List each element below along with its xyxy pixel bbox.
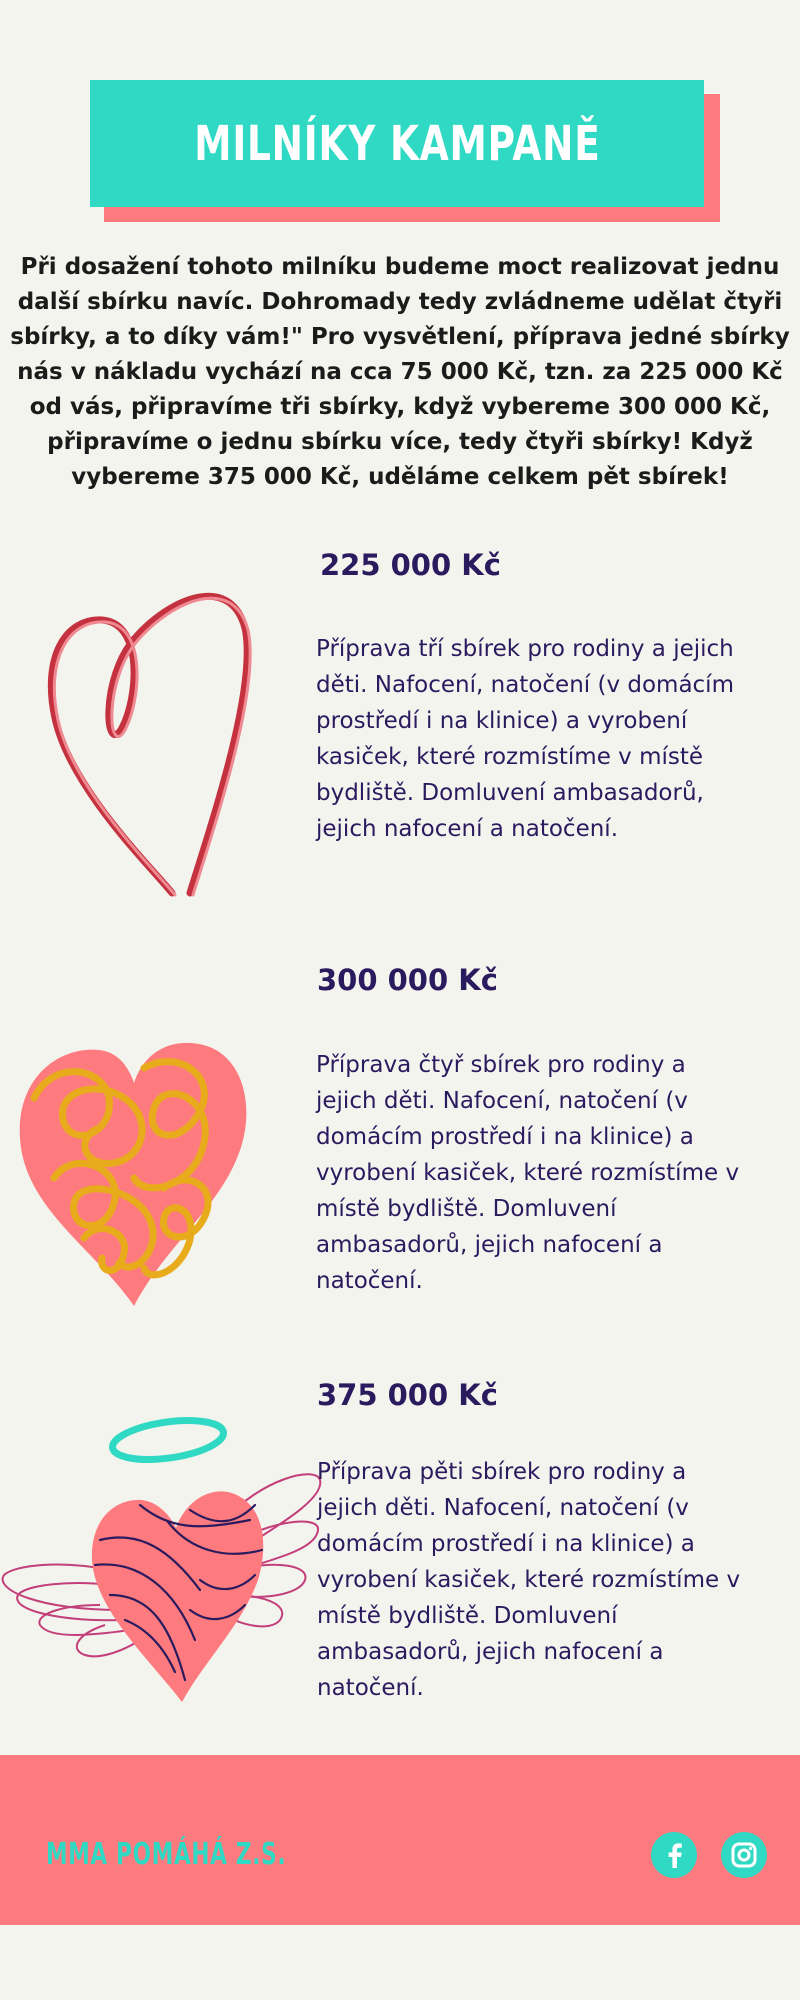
milestone-amount: 375 000 Kč	[317, 1378, 498, 1412]
milestone-description: Příprava čtyř sbírek pro rodiny a jejich děti. Nafocení, natočení (v domácím prostředí i na klinice) a vyrobení kasiček, které rozmístíme v místě bydliště. Domluvení ambasadorů, jejich nafocení a natočení.	[316, 1052, 740, 1294]
milestone-description: Příprava pěti sbírek pro rodiny a jejich děti. Nafocení, natočení (v domácím prostředí i na klinice) a vyrobení kasiček, které rozmístíme v místě bydliště. Domluvení ambasadorů, jejich nafocení a natočení.	[317, 1459, 741, 1701]
title-banner	[90, 80, 704, 207]
angel-heart-illustration	[0, 1410, 330, 1710]
page-title: MILNÍKY KAMPANĚ	[193, 115, 601, 172]
scribble-heart-illustration	[14, 1038, 254, 1310]
facebook-icon[interactable]	[651, 1832, 697, 1878]
line-heart-illustration	[40, 578, 260, 898]
footer-brand: MMA POMÁHÁ Z.S.	[46, 1837, 287, 1872]
milestone-description: Příprava tří sbírek pro rodiny a jejich děti. Nafocení, natočení (v domácím prostředí i na klinice) a vyrobení kasiček, které rozmístíme v místě bydliště. Domluvení ambasadorů, jejich nafocení a natočení.	[316, 636, 734, 842]
footer	[0, 1755, 800, 1925]
milestone-amount: 225 000 Kč	[320, 548, 501, 582]
instagram-icon[interactable]	[721, 1832, 767, 1878]
intro-paragraph: Při dosažení tohoto milníku budeme moct realizovat jednu další sbírku navíc. Dohromady tedy zvládneme udělat čtyři sbírky, a to díky vám!" Pro vysvětlení, příprava jedné sbírky nás v nákladu vychází na cca 75 000 Kč, tzn. za 225 000 Kč od vás, připravíme tři sbírky, když vybereme 300 000 Kč, připravíme o jednu sbírku více, tedy čtyři sbírky! Když vybereme 375 000 Kč, uděláme celkem pět sbírek!	[10, 254, 790, 490]
milestone-amount: 300 000 Kč	[317, 963, 498, 997]
